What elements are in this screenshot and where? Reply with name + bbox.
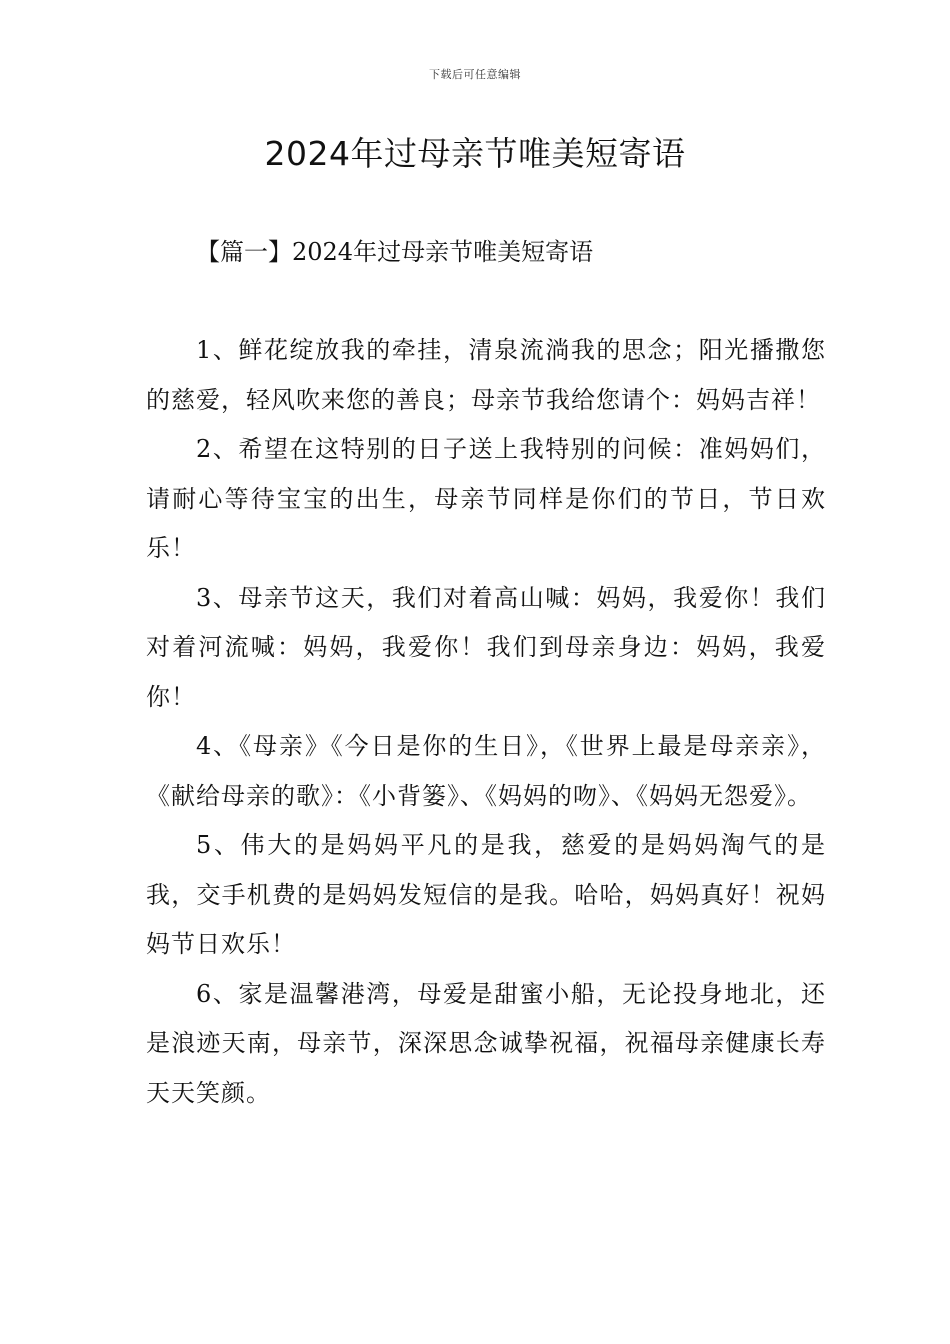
paragraph: 4、《母亲》《今日是你的生日》，《世界上最是母亲亲》，《献给母亲的歌》：《小背篓》、《妈妈的吻》、《妈妈无怨爱》。 xyxy=(146,732,826,810)
paragraph: 3、母亲节这天，我们对着高山喊：妈妈，我爱你！我们对着河流喊：妈妈，我爱你！我们到母亲身边：妈妈，我爱你！ xyxy=(146,583,826,711)
paragraph: 1、鲜花绽放我的牵挂，清泉流淌我的思念；阳光播撒您的慈爱，轻风吹来您的善良；母亲节我给您请个：妈妈吉祥！ xyxy=(146,336,826,414)
paragraph: 5、伟大的是妈妈平凡的是我，慈爱的是妈妈淘气的是我，交手机费的是妈妈发短信的是我。哈哈，妈妈真好！祝妈妈节日欢乐！ xyxy=(146,831,826,958)
header-note: 下载后可任意编辑 xyxy=(429,68,521,81)
document-title: 2024年过母亲节唯美短寄语 xyxy=(264,134,686,173)
section-heading: 【篇一】2024年过母亲节唯美短寄语 xyxy=(196,238,594,266)
paragraph: 2、希望在这特别的日子送上我特别的问候：准妈妈们，请耐心等待宝宝的出生，母亲节同样是你们的节日，节日欢乐！ xyxy=(146,435,826,562)
document-body xyxy=(146,326,826,1118)
paragraph: 6、家是温馨港湾，母爱是甜蜜小船，无论投身地北，还是浪迹天南，母亲节，深深思念诚挚祝福，祝福母亲健康长寿天天笑颜。 xyxy=(146,979,826,1107)
